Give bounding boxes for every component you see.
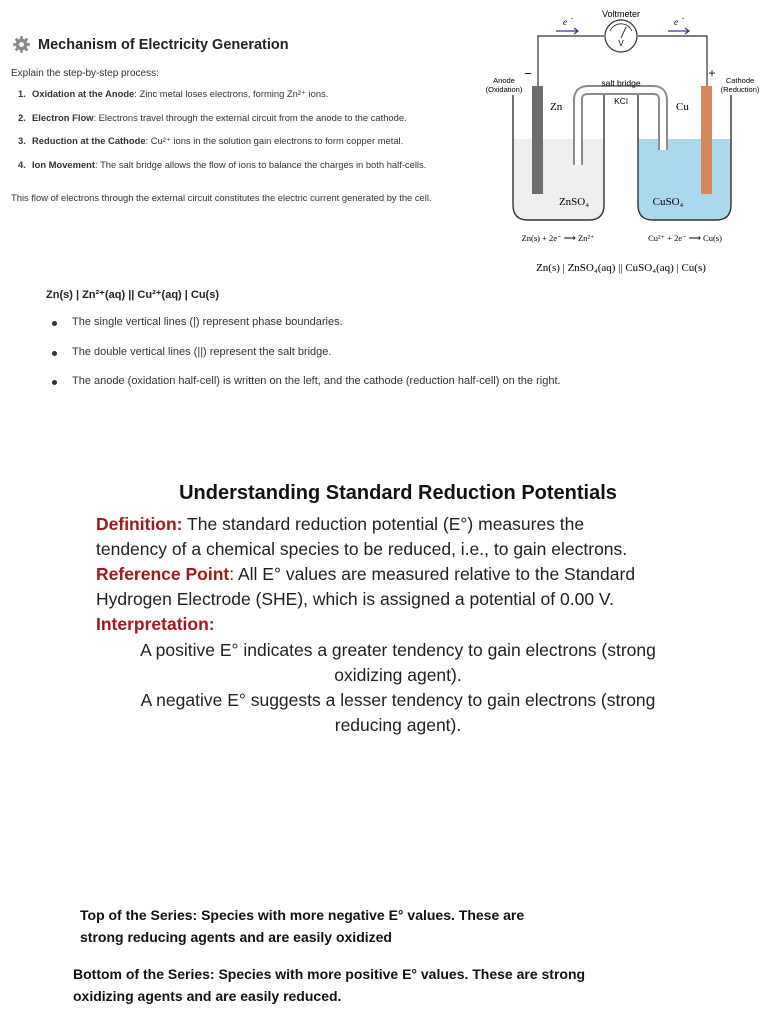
step-item [18, 88, 488, 112]
galvanic-cell-diagram [480, 0, 768, 282]
cu-label: Cu [676, 101, 689, 113]
electron-charge-left: - [571, 14, 574, 22]
cell-line-notation: Zn(s) | ZnSO₄(aq) || CuSO₄(aq) | Cu(s) [536, 262, 706, 274]
list-item: The anode (oxidation half-cell) is written on the left, and the cathode (reduction half-cell) on the right. [52, 375, 561, 405]
series-bottom-line-2: oxidizing agents and are easily reduced. [73, 988, 342, 1004]
step-text: : Electrons travel through the external circuit from the anode to the cathode. [93, 111, 407, 123]
list-item: The double vertical lines (||) represent the salt bridge. [52, 346, 561, 376]
voltmeter-label: Voltmeter [601, 9, 641, 19]
electron-arrow-left [556, 28, 578, 34]
definition-label: Definition: [96, 514, 183, 534]
section-title: Mechanism of Electricity Generation [38, 36, 289, 53]
series-bottom-line-1: Bottom of the Series: Species with more positive E° values. These are strong [73, 966, 586, 982]
positive-explanation [90, 638, 706, 688]
positive-line-1: A positive E° indicates a greater tendency to gain electrons (strong [140, 640, 656, 660]
positive-line-2: oxidizing agent). [334, 665, 462, 685]
reference-label: Reference Point [96, 564, 230, 584]
series-bottom-note [73, 963, 763, 1007]
salt-bridge-label: salt bridge [601, 78, 641, 88]
step-number: 2. [18, 111, 26, 123]
reference-line-1 [96, 564, 635, 585]
step-label: Oxidation at the Anode [32, 88, 135, 99]
step-text: : Cu²⁺ ions in the solution gain electrons to form copper metal. [145, 135, 404, 146]
step-item [18, 159, 488, 183]
negative-line-1: A negative E° suggests a lesser tendency to gain electrons (strong [140, 690, 656, 710]
cathode-reaction: Cu²⁺ + 2e⁻ ⟶ Cu(s) [648, 233, 722, 243]
cathode-sublabel: (Reduction) [720, 85, 760, 94]
step-text: : Zinc metal loses electrons, forming Zn²⁺ ions. [134, 88, 329, 99]
srp-heading: Understanding Standard Reduction Potentials [179, 482, 617, 504]
reference-line-2: Hydrogen Electrode (SHE), which is assigned a potential of 0.00 V. [96, 589, 614, 609]
section-header [12, 35, 289, 54]
interpretation-label [96, 614, 215, 635]
minus-sign: − [524, 66, 532, 81]
definition-line-2: tendency of a chemical species to be reduced, i.e., to gain electrons. [96, 539, 628, 559]
external-wire-right [638, 36, 707, 86]
anode-sublabel: (Oxidation) [485, 85, 523, 94]
interpretation-heading: Interpretation: [96, 614, 215, 634]
step-label: Reduction at the Cathode [32, 135, 146, 146]
zn-label: Zn [550, 101, 563, 113]
summary-text: This flow of electrons through the external circuit constitutes the electric current generated by the cell. [11, 192, 432, 203]
reference-text: : All E° values are measured relative to the Standard [229, 564, 636, 584]
gear-icon [12, 35, 31, 54]
step-item [18, 135, 488, 159]
plus-sign: + [708, 66, 716, 80]
step-label: Ion Movement [32, 158, 96, 170]
series-top-line-1: Top of the Series: Species with more negative E° values. These are [80, 907, 525, 923]
cathode-label: Cathode [725, 76, 755, 85]
electron-arrow-right [668, 28, 689, 34]
anode-reaction: Zn(s) + 2e⁻ ⟶ Zn²⁺ [521, 233, 595, 243]
definition-line-1 [96, 514, 584, 535]
step-label: Electron Flow [32, 111, 94, 123]
anode-label: Anode [493, 76, 515, 85]
electron-label-left: e [563, 17, 567, 27]
intro-text: Explain the step-by-step process: [11, 68, 159, 79]
electron-charge-right: - [682, 14, 685, 22]
definition-text: The standard reduction potential (E°) measures the [182, 514, 585, 534]
series-top-line-2: strong reducing agents and are easily oxidized [80, 929, 392, 945]
cuso4-label: CuSO₄ [652, 196, 684, 208]
znso4-label: ZnSO₄ [558, 196, 590, 208]
external-wire-left [538, 36, 604, 86]
step-number: 4. [18, 158, 26, 170]
list-item: The single vertical lines (|) represent phase boundaries. [52, 316, 561, 346]
step-number: 1. [18, 88, 26, 99]
negative-explanation [90, 688, 706, 738]
steps-list [18, 88, 488, 182]
step-number: 3. [18, 135, 26, 146]
step-item [18, 112, 488, 136]
copper-electrode [701, 86, 712, 194]
kcl-label: KCl [614, 96, 628, 106]
cell-notation: Zn(s) | Zn²⁺(aq) || Cu²⁺(aq) | Cu(s) [46, 289, 220, 301]
series-top-note [80, 904, 740, 948]
zinc-electrode [532, 86, 543, 194]
notation-bullets [52, 316, 561, 405]
voltmeter-icon [605, 20, 637, 52]
negative-line-2: reducing agent). [334, 715, 462, 735]
step-text: : The salt bridge allows the flow of ions to balance the charges in both half-cells. [95, 158, 427, 170]
voltmeter-symbol: V [618, 39, 624, 48]
electron-label-right: e [674, 17, 678, 27]
